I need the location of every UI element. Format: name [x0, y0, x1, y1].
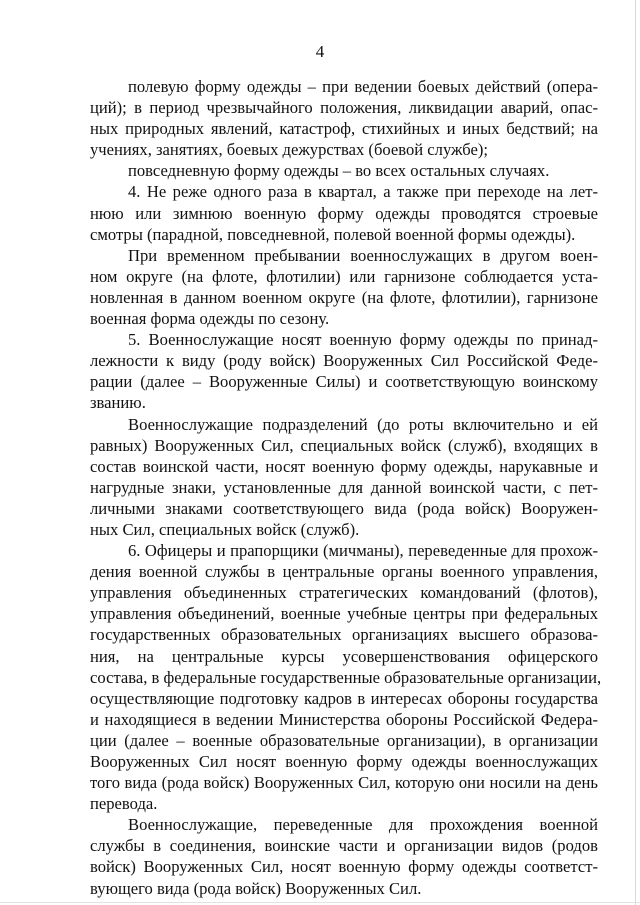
text-line: государственных образовательных организациях высшего образова-: [90, 625, 598, 645]
text-line: учениях, занятиях, боевых дежурствах (боевой службе);: [90, 140, 489, 160]
text-line: званию.: [90, 393, 146, 413]
text-line: полевую форму одежды – при ведении боевых действий (опера-: [128, 77, 598, 96]
paragraph-subdivisions: [90, 414, 598, 541]
text-line: ных природных явлений, катастроф, стихийных и иных бедствий; на: [90, 119, 598, 139]
text-line: состав воинской части, носят военную форму одежды, нарукавные и: [90, 456, 598, 476]
text-line: рации (далее – Вооруженные Силы) и соответствующую воинскому: [90, 372, 598, 392]
text-line: службы в соединения, воинские части и организации видов (родов: [90, 836, 598, 856]
text-line: ных Сил, специальных войск (служб).: [90, 519, 360, 539]
paragraph-item-6: [90, 540, 602, 814]
text-line: перевода.: [90, 794, 158, 814]
text-line: личными знаками соответствующего вида (рода войск) Вооружен-: [90, 498, 598, 518]
paragraph-transferred: [90, 814, 598, 898]
text-line: осуществляющие подготовку кадров в интересах обороны государства: [90, 688, 598, 708]
document-body: [90, 76, 602, 899]
text-line: равных) Вооруженных Сил, специальных войск (служб), входящих в: [90, 435, 598, 455]
text-line: новленная в данном военном округе (на флоте, флотилии), гарнизоне: [90, 287, 598, 307]
text-line: Военнослужащие, переведенные для прохождения военной: [128, 815, 598, 835]
text-line: ния, на центральные курсы усовершенствования офицерского: [90, 646, 598, 666]
text-line: 5. Военнослужащие носят военную форму одежды по принад-: [128, 330, 598, 350]
text-line: 4. Не реже одного раза в квартал, а также при переходе на лет-: [128, 182, 598, 202]
text-line: Вооруженных Сил носят военную форму одежды военнослужащих: [90, 752, 598, 771]
text-line: и находящиеся в ведении Министерства обороны Российской Федера-: [90, 709, 598, 729]
scan-edge-divider: [635, 0, 636, 905]
text-line: дения военной службы в центральные органы военного управления,: [90, 562, 598, 582]
text-line: нюю или зимнюю военную форму одежды проводятся строевые: [90, 203, 598, 223]
paragraph-item-5: [90, 329, 598, 413]
text-line: ции (далее – военные образовательные организации), в организации: [90, 730, 598, 750]
page-number: 4: [315, 42, 325, 61]
text-line: нагрудные знаки, установленные для данной воинской части, с пет-: [90, 477, 598, 497]
paragraph-item-4: [90, 181, 598, 244]
text-line: состава, в федеральные государственные образовательные организации,: [90, 667, 602, 687]
text-line: 6. Офицеры и прапорщики (мичманы), переведенные для прохож-: [128, 541, 598, 561]
text-line: управления объединенных стратегических командований (флотов),: [90, 583, 598, 603]
text-line: ном округе (на флоте, флотилии) или гарнизоне соблюдается уста-: [90, 266, 598, 286]
scan-bottom-divider: [0, 902, 640, 903]
text-line: ций); в период чрезвычайного положения, ликвидации аварий, опас-: [90, 98, 598, 118]
text-line: лежности к виду (роду войск) Вооруженных Сил Российской Феде-: [90, 351, 598, 371]
text-line: При временном пребывании военнослужащих в другом воен-: [128, 245, 598, 265]
text-line: вующего вида (рода войск) Вооруженных Сил.: [90, 878, 422, 898]
text-line: того вида (рода войск) Вооруженных Сил, которую они носили на день: [90, 773, 598, 793]
text-line: повседневную форму одежды – во всех остальных случаях.: [128, 161, 550, 181]
paragraph-field-uniform: [90, 76, 598, 160]
text-line: Военнослужащие подразделений (до роты включительно и ей: [128, 414, 598, 434]
text-line: управления объединений, военные учебные центры при федеральных: [90, 604, 598, 624]
text-line: смотры (парадной, повседневной, полевой военной формы одежды).: [90, 224, 576, 244]
text-line: военная форма одежды по сезону.: [90, 309, 330, 329]
paragraph-everyday-uniform: [90, 160, 598, 181]
text-line: войск) Вооруженных Сил, носят военную форму одежды соответст-: [90, 857, 598, 877]
paragraph-temporary-stay: [90, 245, 598, 329]
